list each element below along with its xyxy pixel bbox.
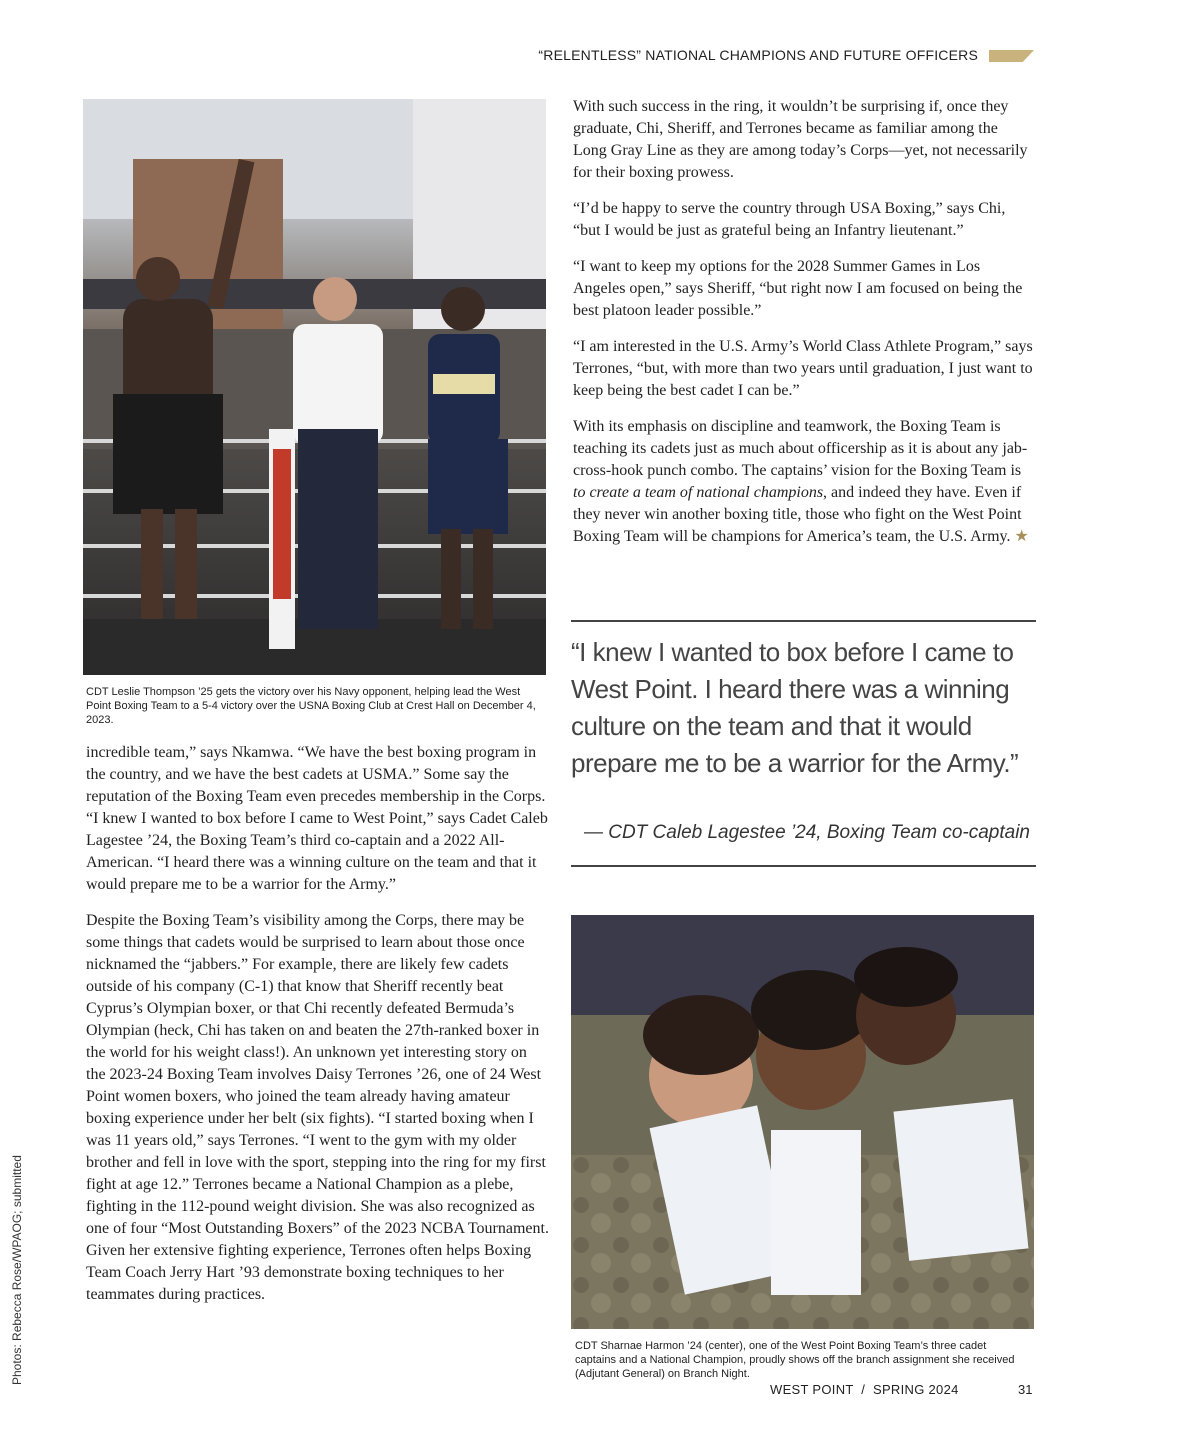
left-column-text <box>86 742 549 1320</box>
running-head: “RELENTLESS” NATIONAL CHAMPIONS AND FUTURE OFFICERS <box>538 47 978 63</box>
photo-credit: Photos: Rebecca Rose/WPAOG; submitted <box>10 1155 24 1385</box>
running-head-accent-bar <box>989 50 1034 62</box>
page-number: 31 <box>1018 1382 1033 1397</box>
footer-publication: WEST POINT / SPRING 2024 <box>770 1382 959 1397</box>
pull-quote-attribution: — CDT Caleb Lagestee ’24, Boxing Team co-captain <box>583 822 1030 843</box>
pull-quote-text: “I knew I wanted to box before I came to West Point. I heard there was a winning culture on the team and that it would prepare me to be a warrior for the Army.” <box>571 637 1019 778</box>
paragraph: “I want to keep my options for the 2028 Summer Games in Los Angeles open,” says Sheriff, “but right now I am focused on being the best platoon leader possible.” <box>573 258 1023 319</box>
paragraph-text: , and indeed they have. Even if they never win another boxing title, those who fight on the West Point Boxing Team will be champions for America’s team, the U.S. Army. <box>573 484 1022 545</box>
pull-quote <box>571 620 1036 867</box>
paragraph: “I am interested in the U.S. Army’s World Class Athlete Program,” says Terrones, “but, with more than two years until graduation, I just want to keep being the best cadet I can be.” <box>573 338 1033 399</box>
boxing-photo-caption: CDT Leslie Thompson ’25 gets the victory over his Navy opponent, helping lead the West Point Boxing Team to a 5-4 victory over the USNA Boxing Club at Crest Hall on December 4, 2023. <box>86 686 536 726</box>
paragraph: incredible team,” says Nkamwa. “We have the best boxing program in the country, and we have the best cadets at USMA.” Some say the reputation of the Boxing Team even precedes membership in the Corps. “I knew I wanted to box before I came to West Point,” says Cadet Caleb Lagestee ’24, the Boxing Team’s third co-captain and a 2022 All-American. “I heard there was a winning culture on the team and that it would prepare me to be a warrior for the Army.” <box>86 744 548 893</box>
paragraph: With such success in the ring, it wouldn’t be surprising if, once they graduate, Chi, Sheriff, and Terrones became as familiar among the Long Gray Line as they are among today’s Corps—yet, not necessarily for their boxing prowess. <box>573 98 1028 181</box>
star-icon: ★ <box>1014 528 1029 545</box>
branch-night-photo <box>571 915 1034 1329</box>
paragraph: “I’d be happy to serve the country through USA Boxing,” says Chi, “but I would be just as grateful being an Infantry lieutenant.” <box>573 200 1006 239</box>
paragraph: Despite the Boxing Team’s visibility among the Corps, there may be some things that cadets would be surprised to learn about those once nicknamed the “jabbers.” For example, there are likely few cadets outside of his company (C-1) that know that Sheriff recently beat Cyprus’s Olympian boxer, or that Chi recently defeated Bermuda’s Olympian (heck, Chi has taken on and beaten the 27th-ranked boxer in the world for his weight class!). An unknown yet interesting story on the 2023-24 Boxing Team involves Daisy Terrones ’26, one of 24 West Point women boxers, who joined the team already having amateur boxing experience under her belt (six fights). “I started boxing when I was 11 years old,” says Terrones. “I went to the gym with my older brother and fell in love with the sport, stepping into the ring for my first fight at age 12.” Terrones became a National Champion as a plebe, fighting in the 112-pound weight division. She was also recognized as one of four “Most Outstanding Boxers” of the 2023 NCBA Tournament. Given her extensive fighting experience, Terrones often helps Boxing Team Coach Jerry Hart ’93 demonstrate boxing techniques to her teammates during practices. <box>86 912 549 1303</box>
branch-photo-caption: CDT Sharnae Harmon ’24 (center), one of the West Point Boxing Team’s three cadet captains and a National Champion, proudly shows off the branch assignment she received (Adjutant General) on Branch Night. <box>575 1340 1015 1380</box>
right-column-text <box>573 96 1035 562</box>
paragraph-text: With its emphasis on discipline and teamwork, the Boxing Team is teaching its cadets just as much about officership as it is about any jab-cross-hook punch combo. The captains’ vision for the Boxing Team is <box>573 418 1028 479</box>
paragraph <box>573 416 1035 548</box>
boxing-victory-photo <box>83 99 546 675</box>
emphasis-text: to create a team of national champions <box>573 484 824 501</box>
